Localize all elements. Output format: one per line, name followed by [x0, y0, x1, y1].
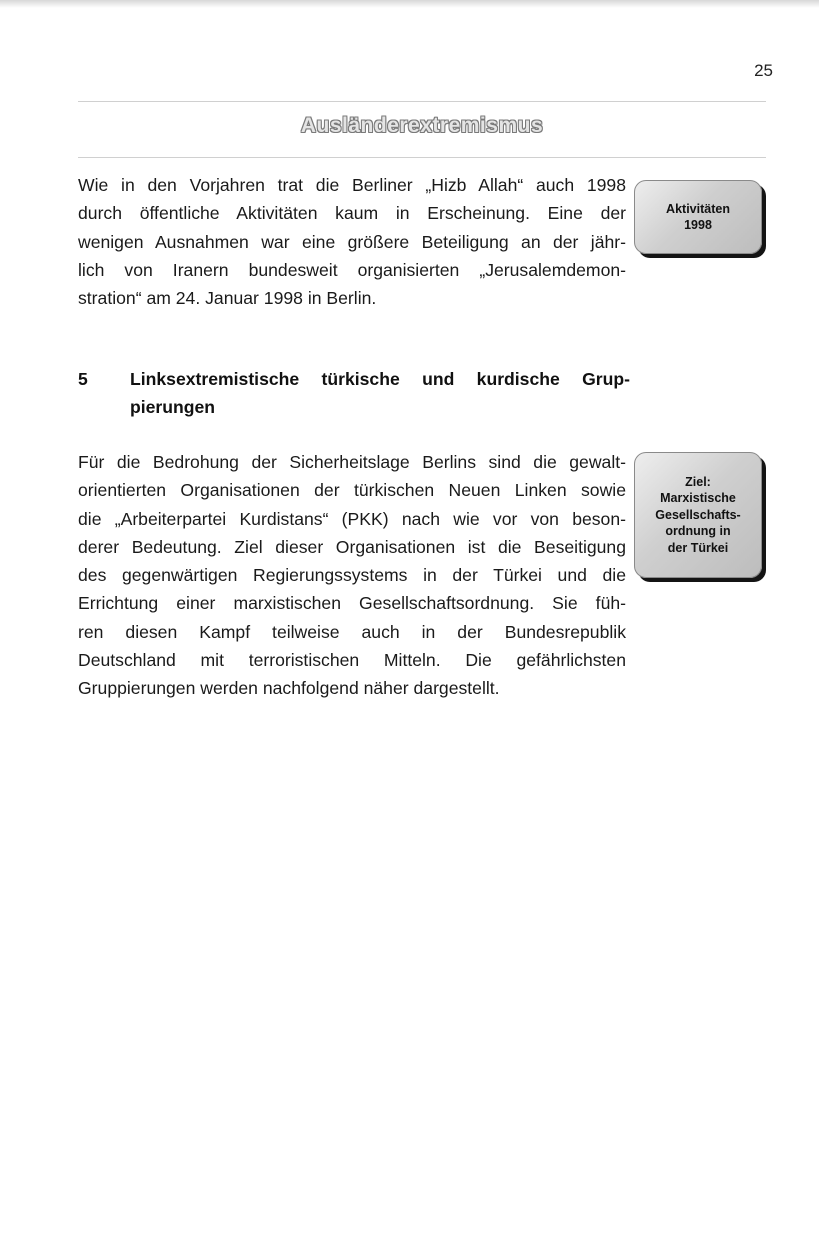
text-line: die „Arbeiterpartei Kurdistans“ (PKK) nach wie vor von beson- — [78, 508, 626, 529]
text-line: des gegenwärtigen Regierungssystems in der Türkei und die — [78, 565, 626, 586]
text-line: pierungen — [130, 397, 216, 417]
section-number: 5 — [78, 369, 88, 389]
text-block — [78, 448, 626, 703]
margin-note-text — [666, 201, 730, 234]
paragraph-linksextremismus — [78, 448, 626, 703]
text-line: orientierten Organisationen der türkischen Neuen Linken sowie — [78, 480, 626, 501]
text-line: Errichtung einer marxistischen Gesellschaftsordnung. Sie füh- — [78, 593, 626, 614]
margin-note-line: Marxistische — [660, 491, 736, 506]
text-line: durch öffentliche Aktivitäten kaum in Erscheinung. Eine der — [78, 203, 626, 224]
text-line: derer Bedeutung. Ziel dieser Organisationen ist die Beseitigung — [78, 536, 626, 557]
text-line: Wie in den Vorjahren trat die Berliner „Hizb Allah“ auch 1998 — [78, 175, 626, 195]
section-title — [130, 365, 630, 421]
margin-note-line: der Türkei — [667, 540, 729, 555]
text-line: Gruppierungen werden nachfolgend näher dargestellt. — [78, 678, 500, 699]
text-line: ren diesen Kampf teilweise auch in der Bundesrepublik — [78, 621, 626, 642]
text-line: lich von Iranern bundesweit organisierten „Jerusalemdemon- — [78, 259, 626, 280]
margin-note-text — [655, 474, 740, 557]
text-line: Linksextremistische türkische und kurdische Grup- — [130, 369, 630, 389]
text-block — [78, 171, 626, 312]
text-line: Deutschland mit terroristischen Mitteln. Die gefährlichsten — [78, 650, 626, 671]
margin-note-ziel — [634, 452, 762, 578]
header-rule-top — [78, 101, 766, 102]
margin-note-line: 1998 — [684, 218, 712, 232]
margin-note-line: ordnung in — [665, 524, 731, 539]
margin-note-line: Gesellschafts- — [655, 507, 741, 522]
margin-note-line: Ziel: — [685, 474, 711, 489]
header-rule-bottom — [78, 157, 766, 158]
scan-top-shade — [0, 0, 819, 8]
running-head: Ausländerextremismus — [300, 114, 544, 137]
text-line: Für die Bedrohung der Sicherheitslage Berlins sind die gewalt- — [78, 452, 626, 472]
text-block — [130, 365, 630, 421]
paragraph-hizb-allah — [78, 171, 626, 312]
page-number: 25 — [754, 61, 773, 80]
text-line: wenigen Ausnahmen war eine größere Beteiligung an der jähr- — [78, 231, 626, 252]
text-line: stration“ am 24. Januar 1998 in Berlin. — [78, 288, 377, 309]
margin-note-aktivitaeten — [634, 180, 762, 254]
margin-note-line: Aktivitäten — [666, 201, 730, 216]
